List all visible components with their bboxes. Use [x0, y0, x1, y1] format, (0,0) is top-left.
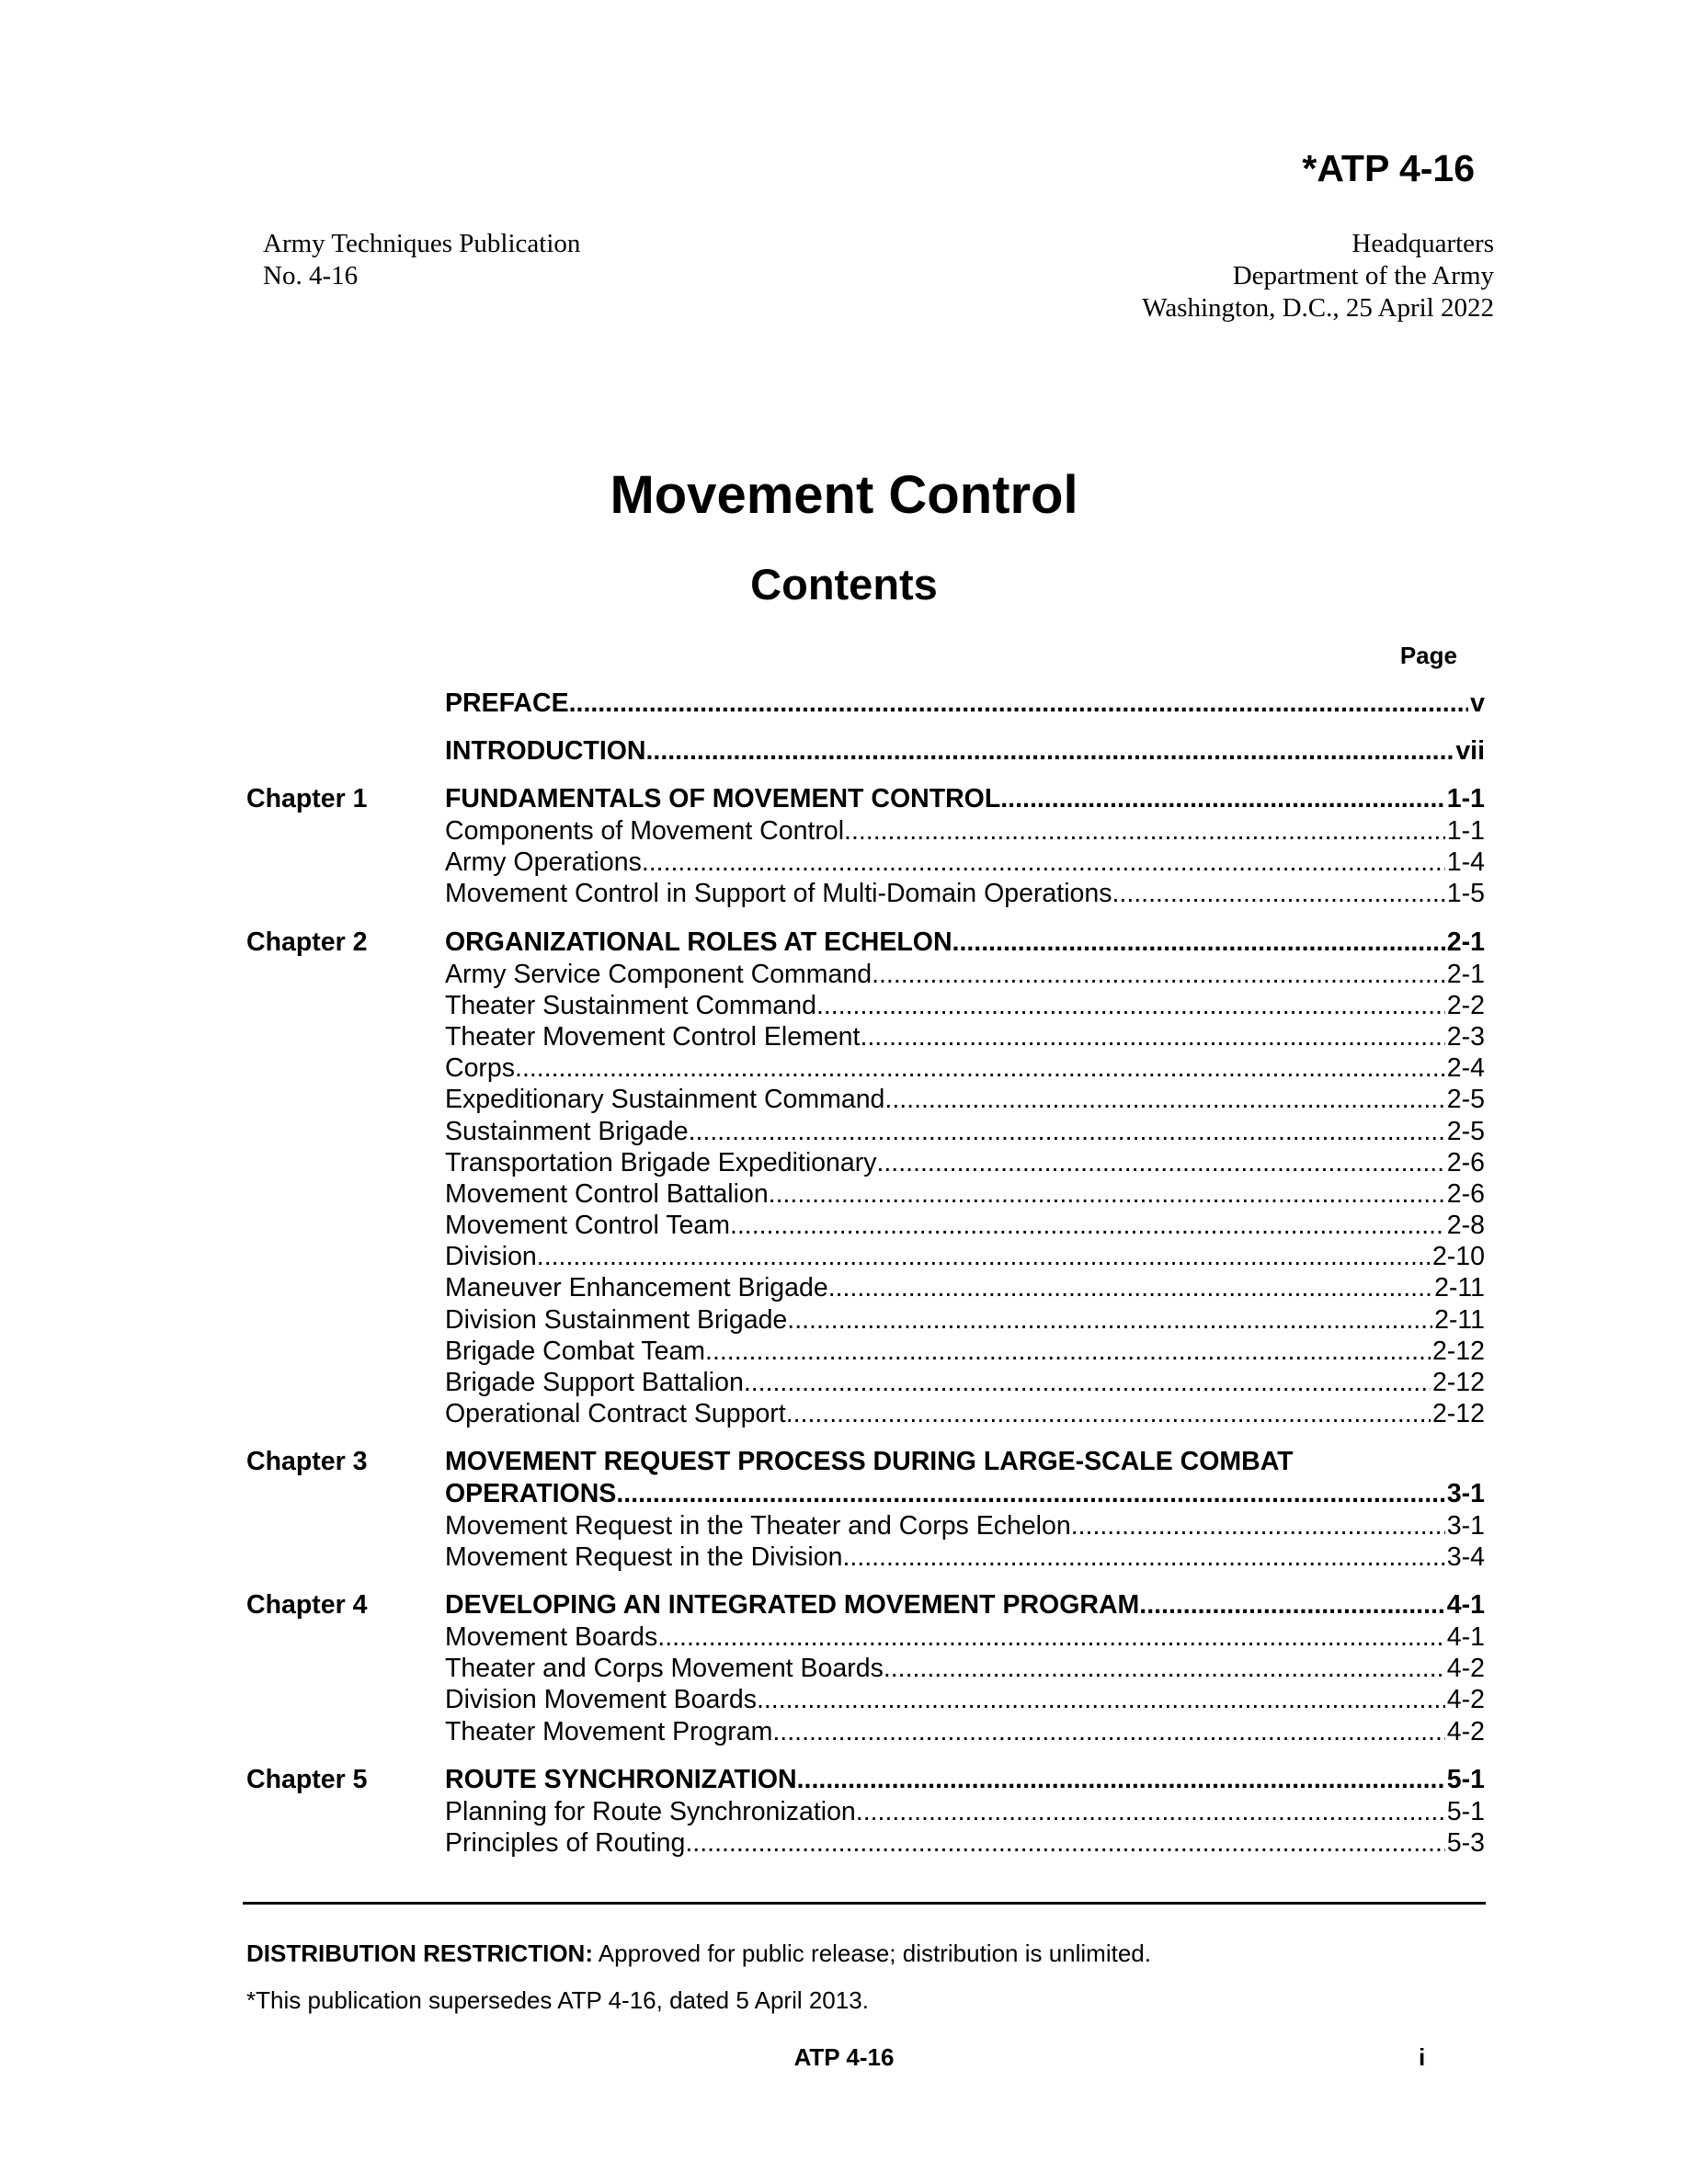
toc-entry[interactable] [445, 1147, 1485, 1178]
toc-preface [246, 688, 1485, 720]
toc-entry[interactable] [445, 1210, 1485, 1241]
header-left [263, 228, 580, 292]
toc-entry-page: 2-12 [1431, 1336, 1485, 1366]
toc-entry-title: Division Sustainment Brigade [445, 1304, 788, 1335]
toc-entry-page: 5-1 [1446, 1796, 1485, 1826]
toc-entry-title: Corps [445, 1053, 516, 1084]
header-right-line: Headquarters [1352, 229, 1494, 258]
toc-entry[interactable] [445, 959, 1485, 990]
distribution-restriction [246, 1939, 1151, 1968]
toc-entry-title: Theater Movement Control Element [445, 1021, 861, 1052]
toc-entry[interactable] [445, 1478, 1485, 1510]
toc-entry-page: v [1470, 688, 1485, 718]
supersedes-note: *This publication supersedes ATP 4-16, dated 5 April 2013. [246, 1986, 869, 2014]
toc-entry-page: 4-2 [1446, 1685, 1485, 1715]
toc-entry-page: 3-1 [1446, 1510, 1485, 1541]
toc-entry[interactable] [445, 1241, 1485, 1272]
publication-id: *ATP 4-16 [1302, 147, 1475, 189]
toc-entry[interactable] [445, 847, 1485, 878]
toc-entry-title: Brigade Support Battalion [445, 1368, 744, 1397]
toc-entry-page: 4-2 [1446, 1716, 1485, 1746]
toc-entry[interactable] [445, 1827, 1485, 1859]
header-left-line: Army Techniques Publication [263, 229, 581, 258]
toc-entry[interactable] [445, 735, 1485, 768]
toc-entry-page: 2-3 [1446, 1021, 1485, 1052]
toc-entry-page: 2-5 [1446, 1085, 1485, 1115]
toc-chapter [246, 1446, 1485, 1573]
toc-entry-title: PREFACE [445, 688, 569, 718]
toc-entry-title: Movement Request in the Division [445, 1541, 843, 1572]
toc-entry[interactable] [445, 1541, 1485, 1573]
table-of-contents [246, 688, 1485, 1875]
toc-entry[interactable] [445, 1367, 1485, 1398]
toc-chapter-title-line [445, 1446, 1485, 1477]
toc-entry[interactable] [445, 1398, 1485, 1429]
document-title: Movement Control [610, 465, 1078, 525]
toc-entry[interactable] [445, 1052, 1485, 1084]
chapter-label: Chapter 1 [246, 784, 368, 813]
toc-entry-page: 2-4 [1446, 1053, 1485, 1084]
toc-entry-title: Transportation Brigade Expeditionary [445, 1147, 877, 1177]
footer-publication-id: ATP 4-16 [793, 2043, 895, 2071]
toc-entry[interactable] [445, 1084, 1485, 1115]
toc-entry-title: OPERATIONS [445, 1478, 617, 1508]
footer-page-number: i [1419, 2043, 1426, 2071]
toc-entry[interactable] [445, 927, 1485, 959]
toc-entry[interactable] [445, 1796, 1485, 1827]
toc-entry-title: Movement Control Battalion [445, 1178, 769, 1209]
toc-entry-page: 2-1 [1446, 959, 1485, 989]
toc-entry[interactable] [445, 1336, 1485, 1367]
toc-entry[interactable] [445, 1653, 1485, 1684]
toc-entry-page: 2-6 [1446, 1147, 1485, 1177]
chapter-label: Chapter 5 [246, 1764, 368, 1794]
toc-entry-title: Expeditionary Sustainment Command [445, 1085, 885, 1115]
toc-entry-title: ORGANIZATIONAL ROLES AT ECHELON [445, 927, 952, 957]
toc-entry-title: Movement Boards [445, 1621, 658, 1652]
chapter-list [246, 783, 1485, 1859]
toc-entry-page: vii [1455, 736, 1485, 766]
toc-entry-page: 5-1 [1446, 1764, 1485, 1794]
toc-entry-page: 1-1 [1446, 784, 1485, 813]
toc-entry[interactable] [445, 815, 1485, 847]
toc-entry-title: INTRODUCTION [445, 736, 646, 766]
toc-chapter [246, 1589, 1485, 1747]
toc-entry[interactable] [445, 1589, 1485, 1621]
contents-title: Contents [750, 560, 938, 609]
toc-entry-page: 4-2 [1446, 1654, 1485, 1684]
toc-entry-title: ROUTE SYNCHRONIZATION [445, 1764, 797, 1794]
chapter-label: Chapter 3 [246, 1447, 368, 1477]
toc-entry-title: DEVELOPING AN INTEGRATED MOVEMENT PROGRAM [445, 1589, 1140, 1620]
toc-entry-page: 2-10 [1431, 1242, 1485, 1272]
toc-entry-page: 1-4 [1446, 847, 1485, 878]
toc-entry[interactable] [445, 1021, 1485, 1052]
header-right-line: Department of the Army [1232, 261, 1494, 290]
header-right [1142, 228, 1494, 324]
toc-entry-title: FUNDAMENTALS OF MOVEMENT CONTROL [445, 784, 1001, 813]
toc-entry[interactable] [445, 1684, 1485, 1715]
toc-entry[interactable] [445, 688, 1485, 720]
toc-entry[interactable] [445, 1764, 1485, 1796]
toc-entry[interactable] [445, 1178, 1485, 1210]
toc-entry-page: 2-8 [1446, 1211, 1485, 1241]
header-right-line: Washington, D.C., 25 April 2022 [1142, 293, 1494, 323]
toc-entry-title: Principles of Routing [445, 1827, 686, 1858]
toc-entry-page: 2-6 [1446, 1178, 1485, 1209]
toc-entry-page: 2-12 [1431, 1399, 1485, 1429]
toc-chapter [246, 1764, 1485, 1859]
distribution-label: DISTRIBUTION RESTRICTION: [246, 1939, 593, 1967]
toc-entry-title: Planning for Route Synchronization [445, 1796, 856, 1826]
toc-entry[interactable] [445, 1621, 1485, 1653]
toc-entry[interactable] [445, 1510, 1485, 1541]
toc-entry-title: Theater Sustainment Command [445, 990, 816, 1020]
toc-entry-page: 3-1 [1446, 1478, 1485, 1508]
toc-entry-page: 4-1 [1446, 1621, 1485, 1652]
toc-entry-page: 5-3 [1446, 1827, 1485, 1858]
toc-entry[interactable] [445, 1272, 1485, 1303]
toc-entry-page: 2-5 [1446, 1116, 1485, 1146]
toc-entry[interactable] [445, 878, 1485, 909]
toc-entry-title: Sustainment Brigade [445, 1116, 689, 1146]
toc-entry-title: Components of Movement Control [445, 816, 845, 846]
header-left-line: No. 4-16 [263, 261, 359, 290]
toc-entry[interactable] [445, 1716, 1485, 1747]
toc-entry[interactable] [445, 783, 1485, 815]
toc-entry-title: Theater and Corps Movement Boards [445, 1654, 884, 1684]
toc-entry-page: 3-4 [1446, 1541, 1485, 1572]
distribution-text: Approved for public release; distribution is unlimited. [593, 1939, 1151, 1967]
toc-entry[interactable] [445, 1116, 1485, 1147]
toc-entry-title: Division [445, 1242, 537, 1272]
toc-entry-page: 2-11 [1434, 1273, 1485, 1303]
toc-entry-title: Movement Control in Support of Multi-Domain Operations [445, 879, 1112, 909]
divider [243, 1902, 1486, 1905]
chapter-label: Chapter 4 [246, 1589, 368, 1620]
chapter-label: Chapter 2 [246, 927, 368, 957]
toc-entry-title: Operational Contract Support [445, 1399, 786, 1429]
toc-entry-page: 4-1 [1446, 1589, 1485, 1620]
toc-entry-page: 2-1 [1446, 927, 1485, 957]
page-column-header: Page [1399, 642, 1457, 669]
toc-entry-page: 1-1 [1446, 816, 1485, 846]
toc-entry-title: Army Operations [445, 847, 642, 878]
toc-entry-title: Movement Control Team [445, 1211, 730, 1241]
toc-chapter [246, 783, 1485, 910]
toc-entry-page: 1-5 [1446, 879, 1485, 909]
toc-entry-title: Division Movement Boards [445, 1685, 757, 1715]
toc-entry-title: Movement Request in the Theater and Corps Echelon [445, 1510, 1071, 1541]
toc-introduction [246, 735, 1485, 768]
toc-entry[interactable] [445, 990, 1485, 1021]
toc-entry-page: 2-2 [1446, 990, 1485, 1020]
toc-entry-title: Maneuver Enhancement Brigade [445, 1273, 828, 1303]
toc-entry-title: Army Service Component Command [445, 959, 873, 989]
toc-entry-title: MOVEMENT REQUEST PROCESS DURING LARGE-SCALE COMBAT [445, 1447, 1294, 1477]
toc-chapter [246, 927, 1485, 1430]
toc-entry-title: Brigade Combat Team [445, 1336, 706, 1366]
toc-entry-title: Theater Movement Program [445, 1716, 773, 1746]
toc-entry[interactable] [445, 1304, 1485, 1336]
toc-entry-page: 2-11 [1434, 1304, 1485, 1335]
toc-entry-page: 2-12 [1431, 1368, 1485, 1397]
